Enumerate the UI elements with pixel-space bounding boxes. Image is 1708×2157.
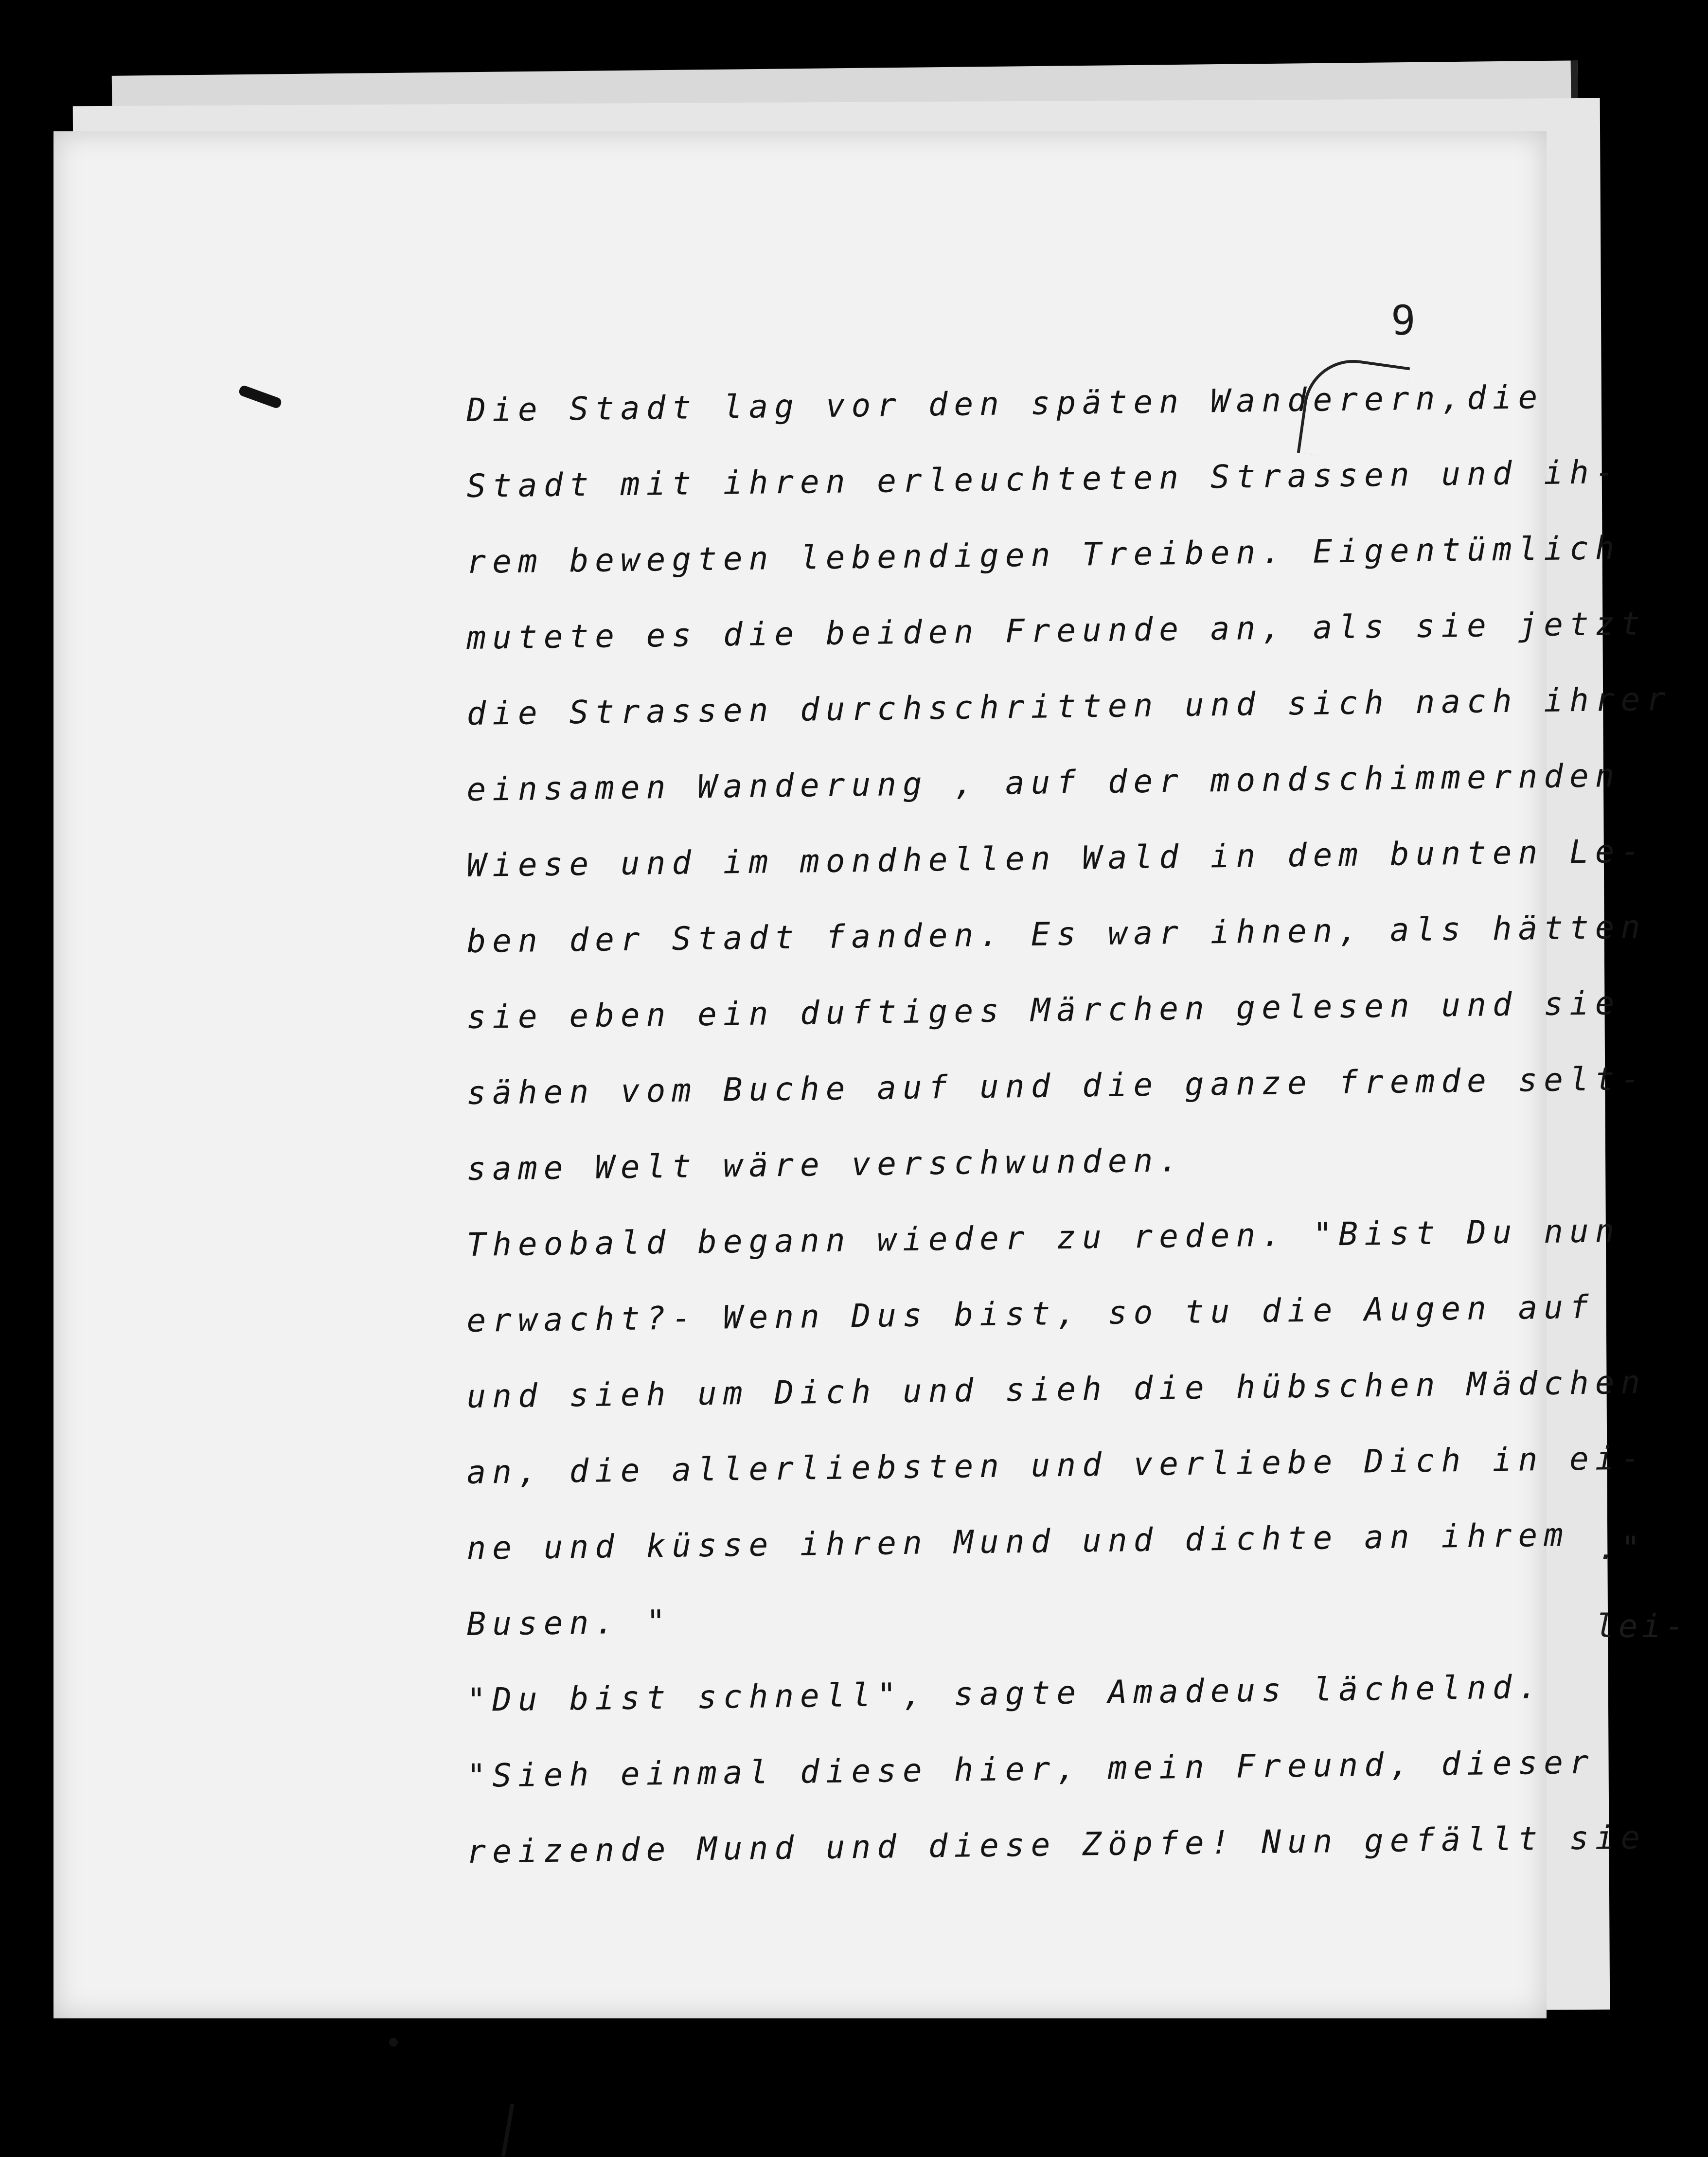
text-line: Die Stadt lag vor den späten Wanderern,die: [466, 378, 1544, 429]
text-line: Stadt mit ihren erleuchteten Strassen und ih-: [466, 453, 1621, 505]
edge-text-fragment: .": [1598, 1530, 1644, 1567]
text-line: mutete es die beiden Freunde an, als sie jetzt: [466, 605, 1647, 657]
text-line: einsamen Wanderung , auf der mondschimmernden: [466, 757, 1621, 808]
text-line: ben der Stadt fanden. Es war ihnen, als hätten: [466, 908, 1647, 961]
ink-dot: [389, 2038, 398, 2047]
text-line: ne und küsse ihren Mund und dichte an ihrem: [466, 1516, 1570, 1567]
text-line: sähen vom Buche auf und die ganze fremde selt-: [466, 1060, 1647, 1112]
pen-stroke: [501, 2104, 515, 2157]
text-line: Busen. ": [466, 1603, 672, 1643]
text-line: die Strassen durchschritten und sich nach ihrer: [466, 680, 1672, 732]
text-line: Wiese und im mondhellen Wald in dem bunten Le-: [466, 832, 1647, 884]
text-line: und sieh um Dich und sieh die hübschen Mädchen: [466, 1363, 1647, 1415]
text-line: sie eben ein duftiges Märchen gelesen und sie: [466, 984, 1621, 1036]
text-line: erwacht?- Wenn Dus bist, so tu die Augen auf: [466, 1288, 1596, 1339]
text-line: same Welt wäre verschwunden.: [466, 1141, 1185, 1188]
text-line: reizende Mund und diese Zöpfe! Nun gefällt sie: [466, 1818, 1647, 1871]
text-line: an, die allerliebsten und verliebe Dich in ei-: [466, 1439, 1647, 1491]
text-line: "Du bist schnell", sagte Amadeus lächelnd.: [466, 1668, 1544, 1719]
text-line: "Sieh einmal diese hier, mein Freund, dieser: [466, 1743, 1596, 1795]
text-line: rem bewegten lebendigen Treiben. Eigentümlich: [466, 529, 1621, 581]
text-line: Theobald begann wieder zu reden. "Bist Du nun: [466, 1212, 1621, 1264]
edge-text-fragment: lei-: [1595, 1607, 1688, 1645]
ink-smudge: [238, 384, 283, 409]
page-number: 9: [1391, 297, 1416, 344]
